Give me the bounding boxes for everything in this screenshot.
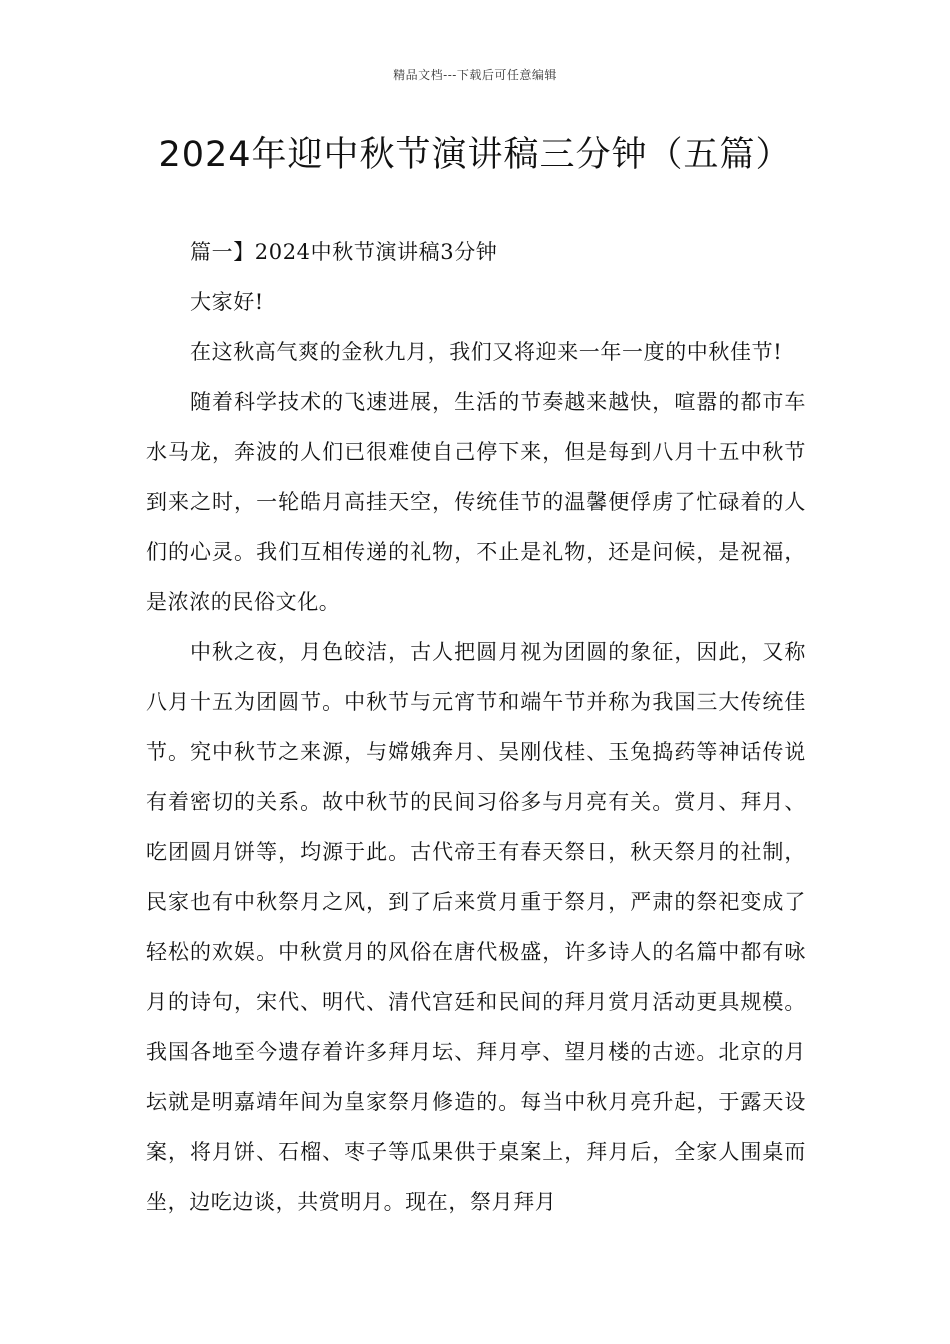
paragraph-modern-life: 随着科学技术的飞速进展，生活的节奏越来越快，喧嚣的都市车水马龙，奔波的人们已很难使自己停下来，但是每到八月十五中秋节到来之时，一轮皓月高挂天空，传统佳节的温馨便俘虏了忙碌着的人们的心灵。我们互相传递的礼物，不止是礼物，还是问候，是祝福，是浓浓的民俗文化。 bbox=[146, 390, 806, 614]
paragraph-intro: 在这秋高气爽的金秋九月，我们又将迎来一年一度的中秋佳节! bbox=[190, 340, 783, 364]
document-title: 2024年迎中秋节演讲稿三分钟（五篇） bbox=[158, 135, 792, 175]
paragraph-festival-origin: 中秋之夜，月色皎洁，古人把圆月视为团圆的象征，因此，又称八月十五为团圆节。中秋节与元宵节和端午节并称为我国三大传统佳节。究中秋节之来源，与嫦娥奔月、吴刚伐桂、玉兔捣药等神话传说有着密切的关系。故中秋节的民间习俗多与月亮有关。赏月、拜月、吃团圆月饼等，均源于此。古代帝王有春天祭日，秋天祭月的社制，民家也有中秋祭月之风，到了后来赏月重于祭月，严肃的祭祀变成了轻松的欢娱。中秋赏月的风俗在唐代极盛，许多诗人的名篇中都有咏月的诗句，宋代、明代、清代宫廷和民间的拜月赏月活动更具规模。我国各地至今遗存着许多拜月坛、拜月亭、望月楼的古迹。北京的月坛就是明嘉靖年间为皇家祭月修造的。每当中秋月亮升起，于露天设案，将月饼、石榴、枣子等瓜果供于桌案上，拜月后，全家人围桌而坐，边吃边谈，共赏明月。现在，祭月拜月 bbox=[146, 640, 806, 1214]
section-heading: 篇一】2024中秋节演讲稿3分钟 bbox=[190, 240, 498, 264]
paragraph-greeting: 大家好! bbox=[190, 290, 264, 314]
header-note: 精品文档---下载后可任意编辑 bbox=[393, 68, 557, 82]
document-body bbox=[146, 227, 806, 1227]
